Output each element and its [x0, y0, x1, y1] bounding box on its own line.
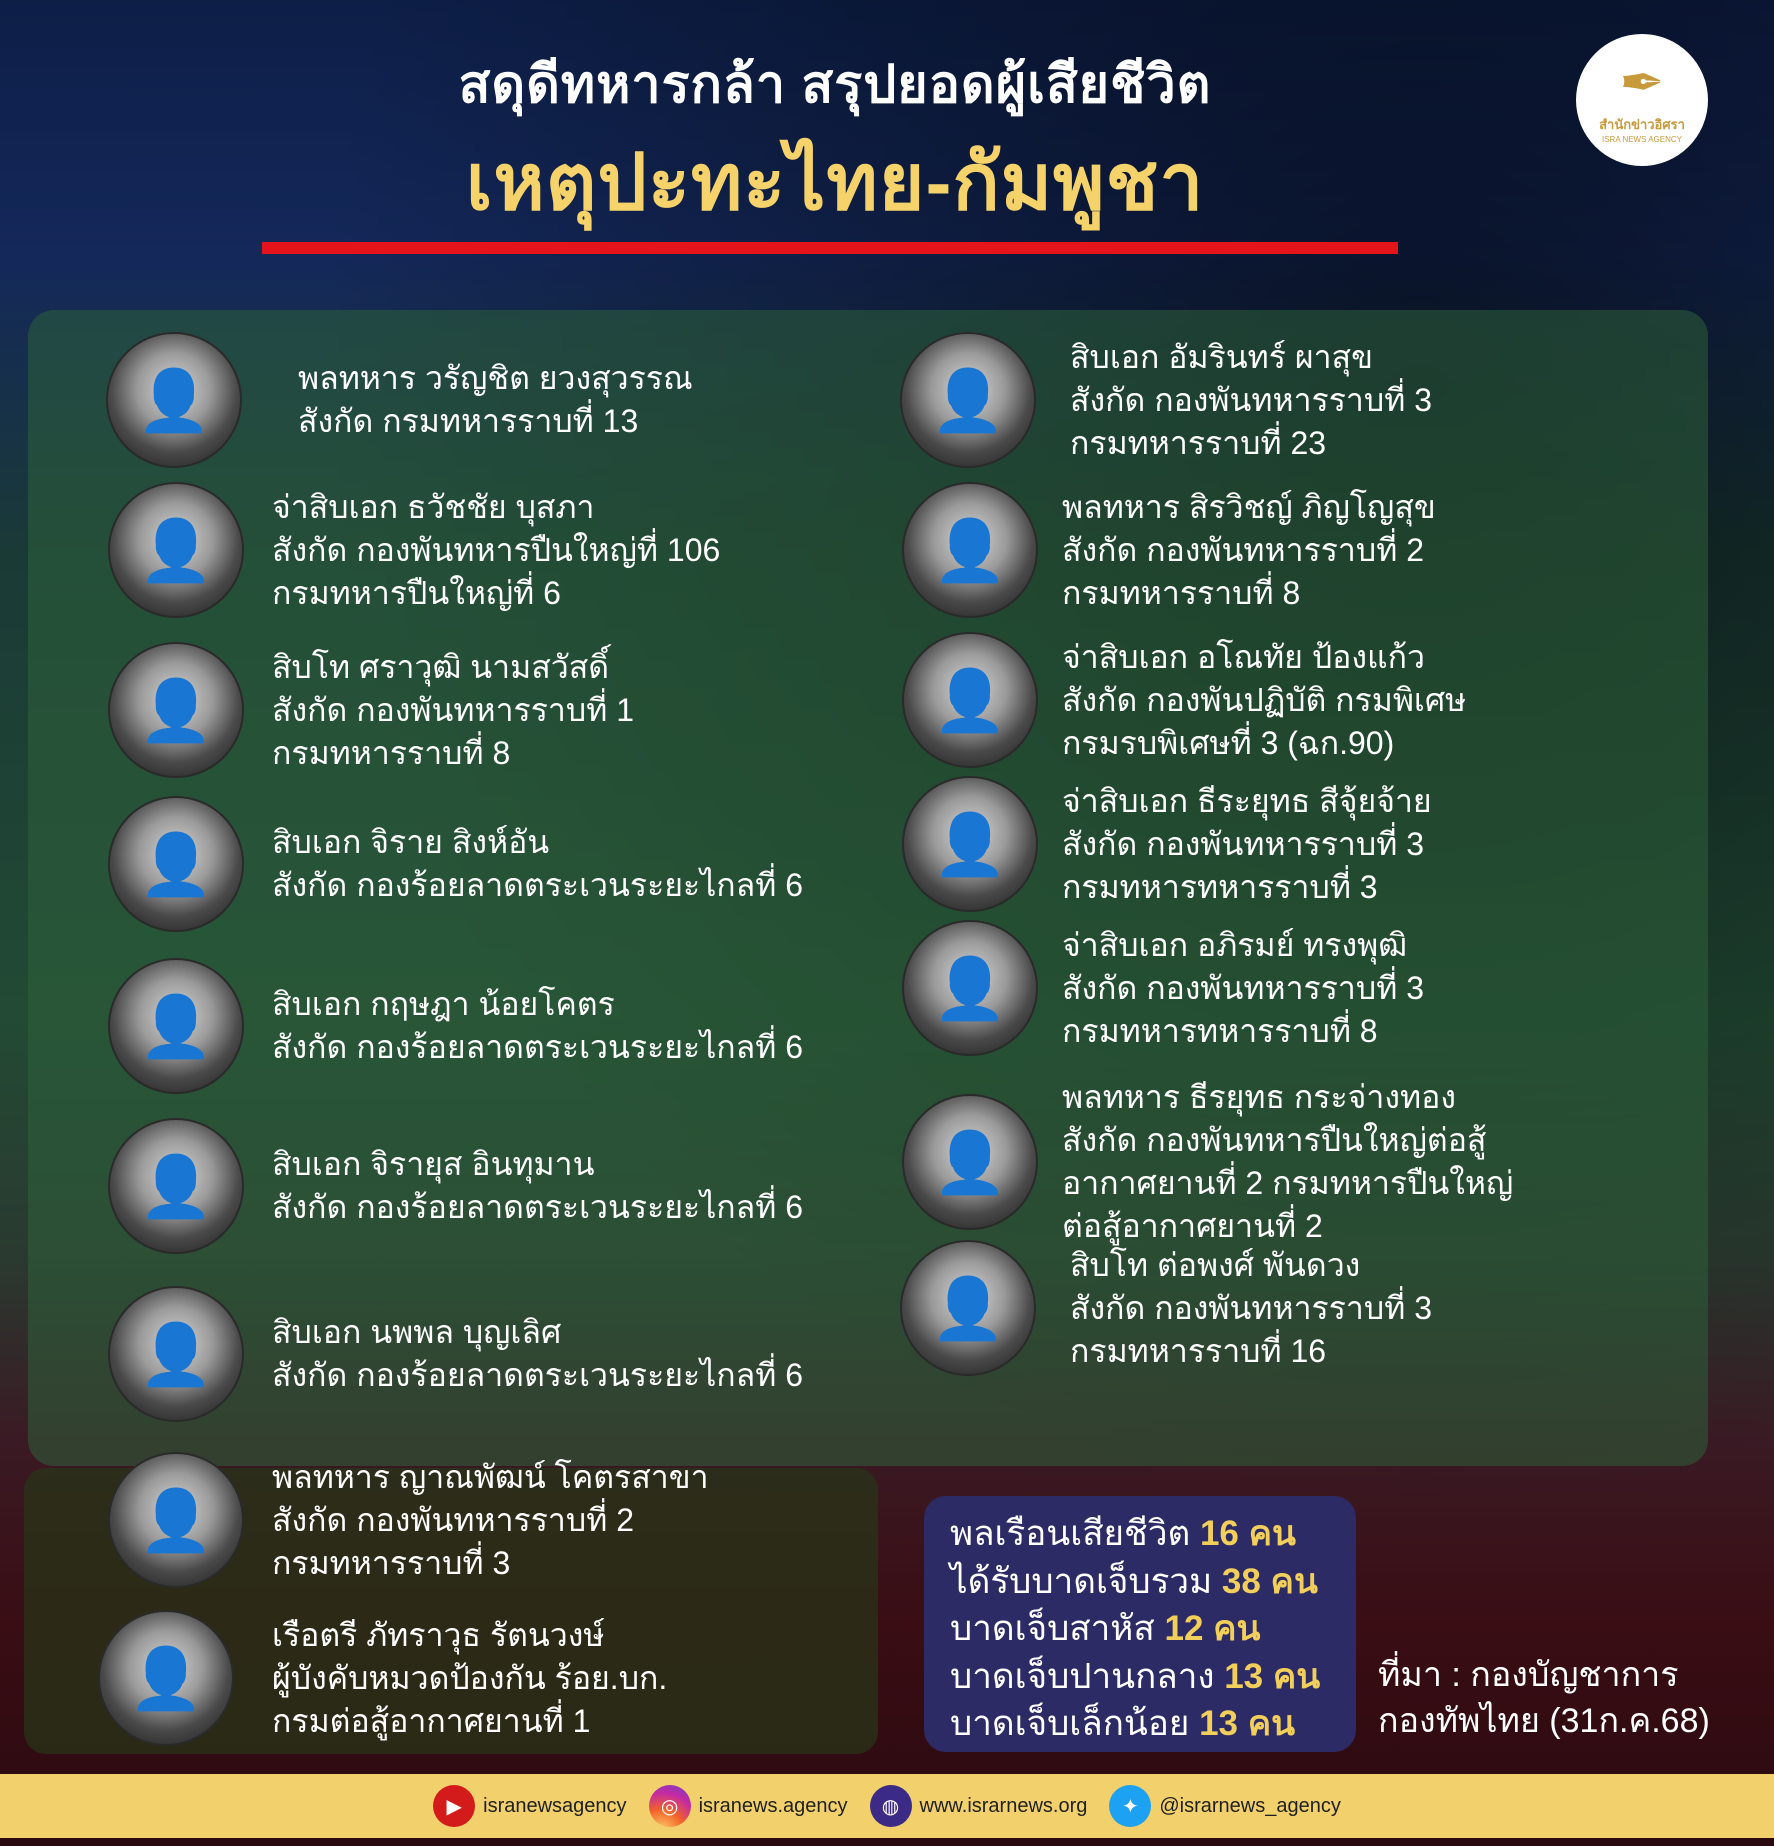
soldier-unit-line3: ต่อสู้อากาศยานที่ 2 [1062, 1208, 1323, 1244]
soldier-entry [900, 332, 1432, 468]
instagram-handle: isranews.agency [698, 1794, 848, 1817]
soldier-name: พลทหาร สิรวิชญ์ ภิญโญสุข [1062, 488, 1436, 525]
soldier-unit: สังกัด กรมทหารราบที่ 13 [298, 403, 639, 439]
soldier-photo: 👤 [108, 482, 244, 618]
soldier-unit: สังกัด กองร้อยลาดตระเวนระยะไกลที่ 6 [272, 1029, 804, 1065]
soldier-name: จ่าสิบเอก ธวัชชัย บุสภา [272, 488, 595, 525]
soldier-info [1070, 1244, 1432, 1373]
soldier-info [272, 1614, 667, 1743]
source-line2: กองทัพไทย (31ก.ค.68) [1378, 1702, 1710, 1740]
soldier-photo: 👤 [108, 1118, 244, 1254]
soldier-unit: สังกัด กองพันทหารราบที่ 3 [1062, 825, 1424, 862]
soldier-photo: 👤 [902, 482, 1038, 618]
website-url: www.israrnews.org [919, 1794, 1088, 1817]
soldier-photo: 👤 [900, 1240, 1036, 1376]
soldier-photo: 👤 [902, 632, 1038, 768]
soldier-entry [98, 1610, 667, 1746]
soldier-entry [902, 920, 1424, 1056]
soldier-entry [902, 776, 1432, 912]
soldier-unit: สังกัด กองพันทหารราบที่ 3 [1062, 969, 1424, 1006]
soldier-unit: สังกัด กองพันทหารปืนใหญ่ที่ 106 [272, 531, 721, 568]
soldier-entry [902, 482, 1436, 618]
soldier-info [1070, 336, 1432, 465]
instagram-link[interactable] [649, 1785, 848, 1827]
soldier-unit: สังกัด กองร้อยลาดตระเวนระยะไกลที่ 6 [272, 1357, 804, 1393]
soldier-info [1062, 636, 1466, 765]
soldier-photo: 👤 [108, 1286, 244, 1422]
twitter-link[interactable] [1109, 1785, 1341, 1827]
soldier-unit-line2: กรมทหารราบที่ 8 [1062, 574, 1301, 611]
soldier-name: สิบโท ศราวุฒิ นามสวัสดิ์ [272, 648, 609, 685]
logo-name-en: ISRA NEWS AGENCY [1601, 135, 1683, 144]
soldier-entry [108, 796, 803, 932]
soldier-info [1062, 1076, 1513, 1248]
soldier-info [272, 1311, 803, 1397]
soldier-name: เรือตรี ภัทราวุธ รัตนวงษ์ [272, 1616, 605, 1653]
soldier-entry [106, 332, 693, 468]
soldier-entry [108, 482, 720, 618]
page-title-line1: สดุดีทหารกล้า สรุปยอดผู้เสียชีวิต [458, 56, 1212, 114]
soldier-unit: สังกัด กองร้อยลาดตระเวนระยะไกลที่ 6 [272, 867, 804, 903]
soldier-unit-line2: กรมต่อสู้อากาศยานที่ 1 [272, 1702, 591, 1739]
soldier-name: พลทหาร วรัญชิต ยวงสุวรรณ [298, 360, 693, 396]
soldier-entry [108, 1286, 803, 1422]
stat-value: 13 คน [1199, 1704, 1296, 1743]
soldier-entry [902, 1076, 1513, 1248]
soldier-info [1062, 780, 1432, 909]
casualty-stats-box [924, 1496, 1356, 1752]
soldier-name: สิบเอก กฤษฎา น้อยโคตร [272, 986, 615, 1022]
soldier-info [272, 486, 720, 615]
soldier-unit-line2: กรมทหารปืนใหญ่ที่ 6 [272, 574, 561, 611]
soldier-photo: 👤 [902, 1094, 1038, 1230]
stat-value: 38 คน [1221, 1561, 1318, 1601]
soldier-unit-line2: กรมรบพิเศษที่ 3 (ฉก.90) [1062, 724, 1395, 761]
soldier-unit: สังกัด กองพันทหารราบที่ 1 [272, 691, 634, 728]
soldier-entry [108, 1452, 709, 1588]
soldier-photo: 👤 [900, 332, 1036, 468]
soldier-photo: 👤 [98, 1610, 234, 1746]
soldier-info [1062, 486, 1436, 615]
soldier-unit: สังกัด กองพันทหารราบที่ 2 [1062, 531, 1424, 568]
soldier-name: สิบเอก นพพล บุญเลิศ [272, 1314, 562, 1350]
soldier-photo: 👤 [902, 776, 1038, 912]
soldier-unit-line2: กรมทหารทหารราบที่ 3 [1062, 868, 1378, 905]
soldier-info [272, 1456, 709, 1585]
stat-label: พลเรือนเสียชีวิต [950, 1514, 1191, 1553]
soldier-photo: 👤 [108, 958, 244, 1094]
title-divider [262, 242, 1398, 254]
stat-civilian-deaths [950, 1510, 1356, 1558]
soldier-unit: สังกัด กองพันทหารปืนใหญ่ต่อสู้ [1062, 1122, 1487, 1158]
soldier-unit-line2: กรมทหารราบที่ 16 [1070, 1332, 1327, 1369]
soldier-photo: 👤 [106, 332, 242, 468]
soldier-name: สิบเอก จิราย สิงห์อัน [272, 824, 550, 860]
soldier-name: สิบเอก อัมรินทร์ ผาสุข [1070, 338, 1373, 375]
page-title-line2: เหตุปะทะไทย-กัมพูชา [465, 138, 1205, 226]
youtube-link[interactable] [433, 1785, 626, 1827]
soldier-unit-line2: กรมทหารราบที่ 23 [1070, 424, 1327, 461]
soldier-name: สิบโท ต่อพงศ์ พันดวง [1070, 1246, 1361, 1283]
stat-minor-injured [950, 1700, 1356, 1748]
globe-icon: ◍ [870, 1785, 912, 1827]
stat-moderate-injured [950, 1653, 1356, 1701]
soldier-unit: ผู้บังคับหมวดป้องกัน ร้อย.บก. [272, 1659, 668, 1696]
soldier-entry [108, 1118, 803, 1254]
website-link[interactable] [870, 1785, 1088, 1827]
isra-news-logo [1576, 34, 1708, 166]
soldier-name: จ่าสิบเอก อโณทัย ป้องแก้ว [1062, 638, 1425, 675]
soldier-info [272, 646, 634, 775]
soldier-photo: 👤 [108, 796, 244, 932]
soldier-entry [108, 958, 803, 1094]
soldier-name: พลทหาร ธีรยุทธ กระจ่างทอง [1062, 1079, 1456, 1115]
footer-bar [0, 1774, 1774, 1838]
soldier-unit: สังกัด กองร้อยลาดตระเวนระยะไกลที่ 6 [272, 1189, 804, 1225]
twitter-bird-icon: ✦ [1109, 1785, 1151, 1827]
soldier-name: จ่าสิบเอก ธีระยุทธ สีจุ้ยจ้าย [1062, 782, 1432, 819]
soldier-entry [902, 632, 1466, 768]
soldier-photo: 👤 [902, 920, 1038, 1056]
soldier-name: สิบเอก จิรายุส อินทุมาน [272, 1146, 595, 1182]
soldier-unit-line2: อากาศยานที่ 2 กรมทหารปืนใหญ่ [1062, 1165, 1514, 1201]
stat-label: บาดเจ็บสาหัส [950, 1609, 1155, 1648]
soldier-info [298, 357, 693, 443]
stat-value: 12 คน [1164, 1609, 1261, 1648]
soldier-photo: 👤 [108, 642, 244, 778]
stat-label: บาดเจ็บปานกลาง [950, 1656, 1215, 1696]
soldier-unit-line2: กรมทหารราบที่ 3 [272, 1544, 511, 1581]
soldier-photo: 👤 [108, 1452, 244, 1588]
soldier-name: จ่าสิบเอก อภิรมย์ ทรงพุฒิ [1062, 926, 1408, 963]
stat-value: 13 คน [1224, 1656, 1321, 1696]
instagram-icon: ◎ [649, 1785, 691, 1827]
logo-name-th: สำนักข่าวอิศรา [1599, 117, 1685, 132]
soldier-unit: สังกัด กองพันทหารราบที่ 3 [1070, 381, 1432, 418]
soldier-info [272, 983, 803, 1069]
soldier-entry [900, 1240, 1432, 1376]
stat-value: 16 คน [1199, 1514, 1296, 1553]
stat-label: ได้รับบาดเจ็บรวม [950, 1561, 1213, 1601]
soldier-info [1062, 924, 1424, 1053]
stat-total-injured [950, 1558, 1356, 1606]
youtube-icon: ▶ [433, 1785, 475, 1827]
soldier-unit: สังกัด กองพันทหารราบที่ 2 [272, 1501, 634, 1538]
soldier-unit-line2: กรมทหารทหารราบที่ 8 [1062, 1012, 1378, 1049]
youtube-handle: isranewsagency [483, 1794, 627, 1817]
soldier-info [272, 821, 803, 907]
source-credit [1378, 1652, 1710, 1744]
twitter-handle: @israrnews_agency [1159, 1794, 1341, 1817]
soldier-unit: สังกัด กองพันทหารราบที่ 3 [1070, 1289, 1432, 1326]
stat-label: บาดเจ็บเล็กน้อย [950, 1704, 1190, 1743]
soldier-unit: สังกัด กองพันปฏิบัติ กรมพิเศษ [1062, 681, 1467, 718]
soldier-unit-line2: กรมทหารราบที่ 8 [272, 734, 511, 771]
pen-nib-icon: ✒ [1619, 53, 1665, 113]
soldier-info [272, 1143, 803, 1229]
source-line1: ที่มา : กองบัญชาการ [1378, 1656, 1679, 1694]
soldier-name: พลทหาร ญาณพัฒน์ โคตรสาขา [272, 1458, 709, 1495]
soldier-entry [108, 642, 634, 778]
stat-serious-injured [950, 1605, 1356, 1653]
